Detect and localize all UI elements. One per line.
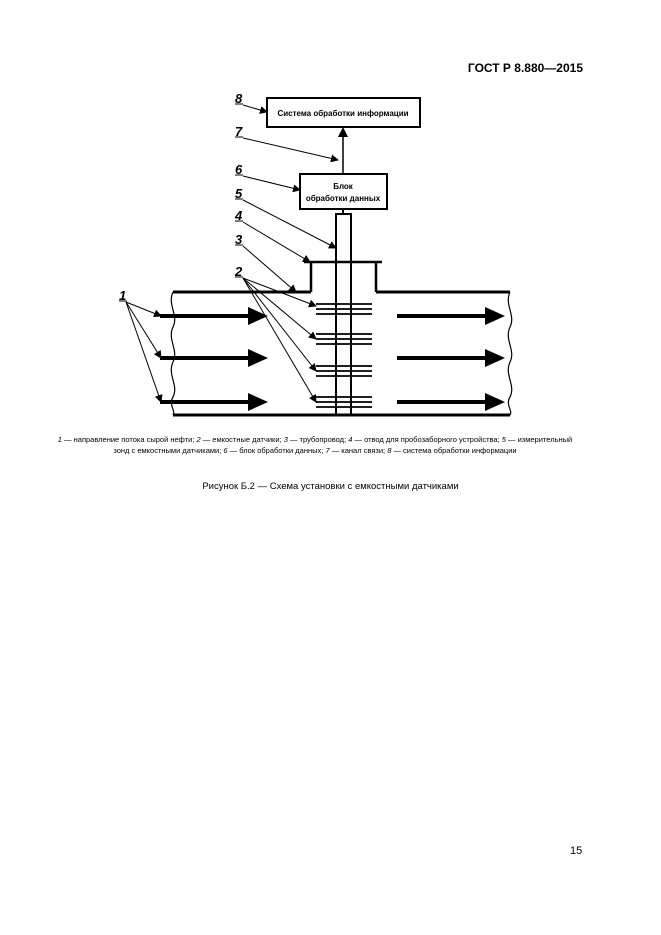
- data-unit-box: [300, 174, 387, 209]
- channel-arrow-icon: [338, 127, 348, 137]
- callout-7: 7: [235, 124, 243, 139]
- legend-text-5: — измерительный зонд с емкостными датчиками;: [113, 435, 573, 455]
- legend-num-6: 6: [223, 446, 228, 455]
- data-unit-label-line1: Блок: [333, 182, 353, 191]
- legend-num-8: 8: [387, 446, 392, 455]
- callout-4: 4: [235, 208, 243, 223]
- legend-num-3: 3: [283, 435, 288, 444]
- legend-num-7: 7: [325, 446, 330, 455]
- legend-text-8: — система обработки информации: [391, 446, 517, 455]
- legend-text-4: — отвод для пробозаборного устройства;: [352, 435, 502, 444]
- page-number: 15: [570, 845, 583, 857]
- legend-text-7: — канал связи;: [329, 446, 388, 455]
- document-code: ГОСТ Р 8.880—2015: [467, 61, 583, 75]
- legend-num-4: 4: [348, 435, 353, 444]
- figure-legend: [50, 434, 580, 456]
- callout-6: 6: [235, 162, 243, 177]
- legend-num-1: 1: [57, 435, 62, 444]
- info-system-label: Система обработки информации: [277, 109, 409, 118]
- legend-num-2: 2: [196, 435, 201, 444]
- legend-text-1: — направление потока сырой нефти;: [61, 435, 197, 444]
- flow-arrows: [160, 307, 505, 411]
- legend-text-6: — блок обработки данных;: [227, 446, 326, 455]
- legend-text-2: — емкостные датчики;: [200, 435, 284, 444]
- callout-5: 5: [235, 186, 243, 201]
- legend-text-3: — трубопровод;: [287, 435, 349, 444]
- callout-3: 3: [235, 232, 243, 247]
- data-unit-label-line2: обработки данных: [305, 194, 381, 203]
- legend-num-5: 5: [501, 435, 506, 444]
- callout-2: 2: [235, 264, 243, 279]
- callout-8: 8: [235, 91, 243, 106]
- figure-caption: Рисунок Б.2 — Схема установки с емкостными датчиками: [202, 481, 459, 492]
- callout-1: 1: [119, 288, 127, 303]
